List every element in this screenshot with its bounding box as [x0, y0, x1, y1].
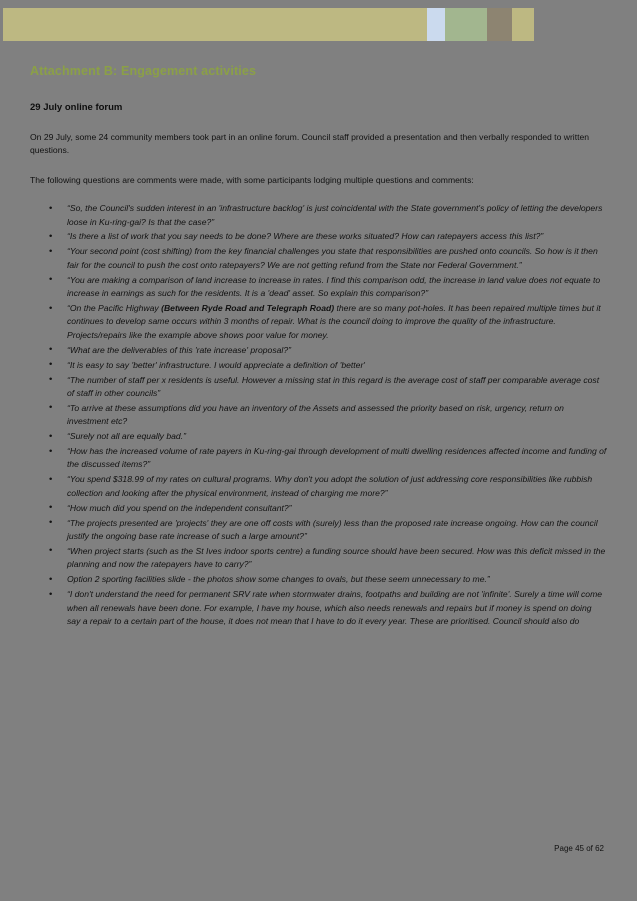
- list-item: • “How has the increased volume of rate payers in Ku-ring-gai through development of multi dwelling residences affected income and funding of the discussed items?”: [30, 445, 607, 472]
- engagement-questions-list: [30, 202, 607, 628]
- list-item: • “It is easy to say 'better' infrastructure. I would appreciate a definition of 'better': [30, 359, 607, 372]
- list-item: • “The projects presented are 'projects' they are one off costs with (surely) less than the proposed rate increase ongoing. How can the council justify the ongoing base rate increase of such a large amount?”: [30, 517, 607, 544]
- list-item: • “You are making a comparison of land increase to increase in rates. I find this comparison odd, the increase in land value does not equate to increase in earnings as such for the residents. It is a 'dead' asset. So explain this comparison?”: [30, 274, 607, 301]
- band-sage-green: [445, 8, 487, 41]
- list-item: • Option 2 sporting facilities slide - the photos show some changes to ovals, but these seem unnecessary to me.”: [30, 573, 607, 586]
- list-item: • “The number of staff per x residents is useful. However a missing stat in this regard is the average cost of staff per comparable average cost of staff in other councils”: [30, 374, 607, 401]
- list-item: • “You spend $318.99 of my rates on cultural programs. Why don't you adopt the solution of just addressing core responsibilities like rubbish collection and looking after the physical environment, instead of charging me more?”: [30, 473, 607, 500]
- list-item: • “I don't understand the need for permanent SRV rate when stormwater drains, footpaths and building are not 'infinite'. Surely a time will come when all renewals have been done. For example, I have my house, which also needs renewals and repairs but if money is spend on doing say a repair to a certain part of the house, it does not mean that I have to do it every year. These are prioritised. Council should also do: [30, 588, 607, 628]
- band-taupe: [487, 8, 512, 41]
- band-khaki-end: [512, 8, 534, 41]
- intro-paragraph: On 29 July, some 24 community members took part in an online forum. Council staff provided a presentation and then verbally responded to written questions.: [30, 131, 590, 156]
- emphasised-text: (Between Ryde Road and Telegraph Road): [161, 303, 335, 313]
- list-item: • “Your second point (cost shifting) from the key financial challenges you state that responsibilities are pushed onto councils. So how is it then fair for the council to push the cost onto ratepayers? We are not getting refund from the State nor Federal Government.”: [30, 245, 607, 272]
- document-page: [0, 56, 637, 901]
- page-footer: Page 45 of 62: [554, 844, 604, 853]
- list-item: • “So, the Council's sudden interest in an 'infrastructure backlog' is just coincidental with the State government's policy of letting the developers loose in Ku-ring-gai? Is that the case?”: [30, 202, 607, 229]
- list-item: • “How much did you spend on the independent consultant?”: [30, 502, 607, 515]
- lead-in-paragraph: The following questions are comments were made, with some participants lodging multiple questions and comments:: [30, 175, 474, 186]
- page-title: Attachment B: Engagement activities: [30, 64, 257, 78]
- list-item: • “What are the deliverables of this 'rate increase' proposal?”: [30, 344, 607, 357]
- list-item: • “Is there a list of work that you say needs to be done? Where are these works situated? How can ratepayers access this list?”: [30, 230, 607, 243]
- band-khaki-main: [3, 8, 427, 41]
- section-subheading: 29 July online forum: [30, 101, 123, 113]
- list-item: • “To arrive at these assumptions did you have an inventory of the Assets and assessed the priority based on risk, urgency, return on investment etc?: [30, 402, 607, 429]
- band-pale-blue: [427, 8, 445, 41]
- decorative-header-band: [3, 8, 634, 41]
- list-item: • “On the Pacific Highway (Between Ryde Road and Telegraph Road) there are so many pot-holes. It has been repaired multiple times but it continues to develop same occurs within 3 months of repair. What is the council doing to improve the quality of the infrastructure. Projects/repairs like the example above shows poor value for money.: [30, 302, 607, 342]
- list-item: • “Surely not all are equally bad.”: [30, 430, 607, 443]
- list-item: • “When project starts (such as the St Ives indoor sports centre) a funding source should have been secured. How was this deficit missed in the planning and now the ratepayers have to carry?”: [30, 545, 607, 572]
